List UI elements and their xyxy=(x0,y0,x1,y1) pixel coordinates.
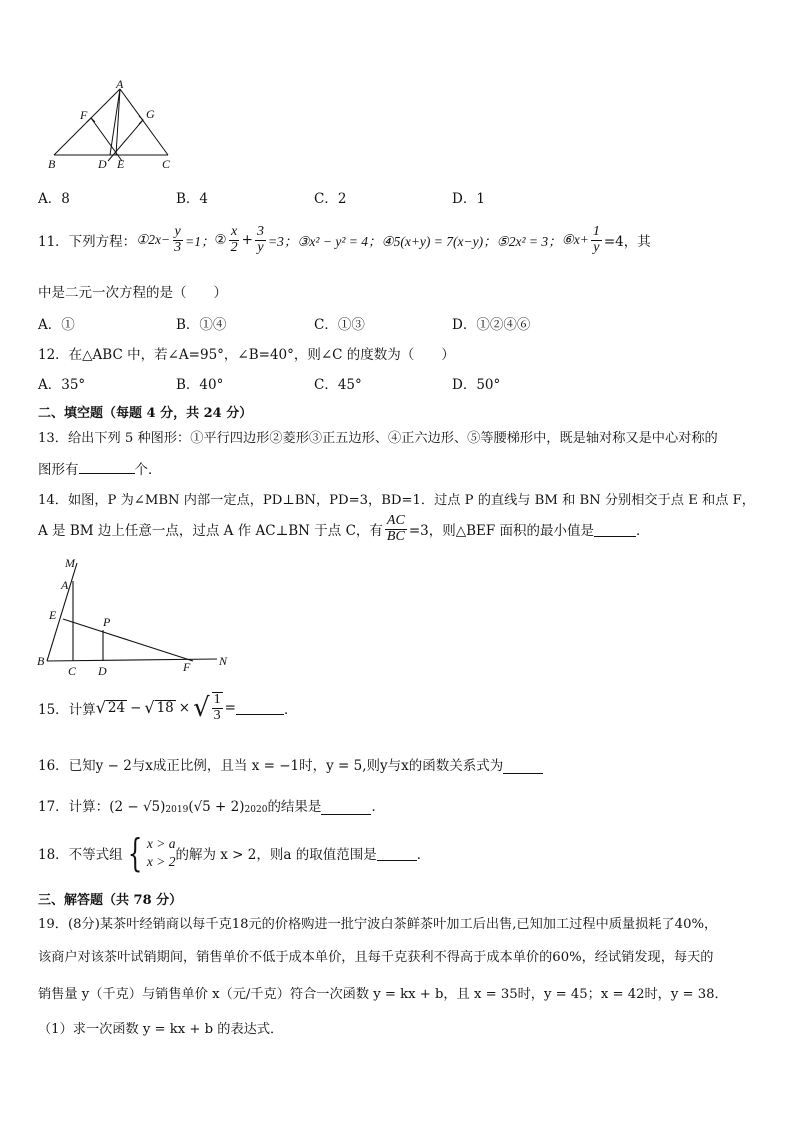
triangle-figure-q10 xyxy=(40,78,190,170)
q11-eq6-frac: $\frac{1}{y}$ xyxy=(592,224,600,255)
q11-option-d: D．①②④⑥ xyxy=(452,317,531,333)
q10-option-b: B．4 xyxy=(176,191,209,207)
q11-eq2-b: =3； xyxy=(267,234,298,250)
q11-option-c: C．①③ xyxy=(314,317,365,333)
q13-answer-blank[interactable] xyxy=(79,459,135,474)
fig14-label-b: B xyxy=(37,654,45,668)
q11-eq4: ④5(x+y) = 7(x−y)； xyxy=(381,234,497,250)
question-15: 15．计算 √ 24 − √ 18 × √ $\frac{1}{3}$ = ． xyxy=(38,692,298,723)
q11-eq1-b: =1； xyxy=(185,234,215,250)
q14-fraction: $\frac{AC}{BC}$ xyxy=(386,513,405,544)
q15-answer-blank[interactable] xyxy=(236,700,284,715)
q12-option-a: A．35° xyxy=(38,377,86,393)
fig14-label-p: P xyxy=(103,615,111,629)
q15-fraction: $\frac{1}{3}$ xyxy=(213,692,221,723)
question-19-line2: 该商户对该茶叶试销期间，销售单价不低于成本单价，且每千克获利不得高于成本单价的60%，经试销发现，每天的 xyxy=(38,950,714,965)
fig10-label-f: F xyxy=(80,108,88,122)
fig10-label-e: E xyxy=(117,157,125,170)
q18-answer-blank[interactable] xyxy=(377,846,417,861)
question-19-line1: 19．(8分)某茶叶经销商以每千克18元的价格购进一批宁波白茶鲜茶叶加工后出售,已知加工过程中质量损耗了40%， xyxy=(38,917,718,932)
q16-answer-blank[interactable] xyxy=(503,759,543,774)
question-13-line2: 图形有 个． xyxy=(38,458,162,478)
q10-option-a: A．8 xyxy=(38,191,70,207)
question-11 xyxy=(38,225,651,255)
fig10-label-c: C xyxy=(162,157,171,170)
q10-option-c: C．2 xyxy=(314,191,347,207)
question-13-line1: 13．给出下列 5 种图形：①平行四边形②菱形③正五边形、④正六边形、⑤等腰梯形中，既是轴对称又是中心对称的 xyxy=(38,431,718,446)
fig14-label-n: N xyxy=(219,654,228,668)
question-14-line2: A 是 BM 边上任意一点，过点 A 作 AC⊥BN 于点 C，有 $\frac{AC}{BC}$ =3，则△BEF 面积的最小值是 ． xyxy=(38,513,650,544)
q11-eq6-a: ⑥x+ xyxy=(561,232,589,248)
q11-eq5: ⑤2x² = 3； xyxy=(496,234,562,250)
q12-option-d: D．50° xyxy=(452,377,501,393)
q11-eq3: ③x² − y² = 4； xyxy=(297,234,382,250)
fig10-label-a: A xyxy=(116,78,124,91)
q17-answer-blank[interactable] xyxy=(321,800,371,815)
section-solve-title: 三、解答题（共 78 分） xyxy=(38,893,183,908)
question-18: 18．不等式组 { x > a x > 2 的解为 x > 2，则a 的取值范围是 ． xyxy=(38,831,431,875)
q11-eq2-a: ② xyxy=(214,232,227,249)
fig14-label-m: M xyxy=(65,557,75,570)
q12-option-b: B．40° xyxy=(176,377,224,393)
fig14-label-d: D xyxy=(98,664,107,678)
fig10-label-b: B xyxy=(48,157,56,170)
q11-line2: 中是二元一次方程的是（ ） xyxy=(38,285,227,301)
angle-figure-q14 xyxy=(35,557,235,679)
fig14-label-a: A xyxy=(61,578,69,592)
section-fill-in-title: 二、填空题（每题 4 分，共 24 分） xyxy=(38,406,253,421)
q14-answer-blank[interactable] xyxy=(594,522,636,537)
fig10-label-g: G xyxy=(146,107,155,121)
q12-option-c: C．45° xyxy=(314,377,362,393)
q11-lead: 11．下列方程： xyxy=(38,234,137,251)
q11-eq1-a: ①2x− xyxy=(136,232,171,248)
q11-eq2-frac2: $\frac{3}{y}$ xyxy=(256,224,264,255)
question-17: 17．计算： (2 − √5) $_{2019}$ (√5 + 2) $_{2020}$ 的结果是 ． xyxy=(38,799,385,815)
q11-eq2-plus: + xyxy=(241,232,253,249)
fig14-label-c: C xyxy=(68,664,77,678)
question-14-line1: 14．如图，P 为∠MBN 内部一定点，PD⊥BN，PD=3，BD=1．过点 P 的直线与 BM 和 BN 分别相交于点 E 和点 F， xyxy=(38,493,755,508)
question-16: 16．已知y − 2与x成正比例，且当 x = −1时，y = 5,则y与x的函数关系式为 xyxy=(38,754,543,774)
fig14-label-f: F xyxy=(183,660,191,674)
q11-option-b: B．①④ xyxy=(176,317,227,333)
q11-eq2-frac1: $\frac{x}{2}$ xyxy=(230,224,238,255)
q10-option-d: D．1 xyxy=(452,191,485,207)
q11-option-a: A．① xyxy=(38,317,75,333)
question-12: 12．在△ABC 中，若∠A=95°，∠B=40°，则∠C 的度数为（ ） xyxy=(38,347,455,363)
q15-radicand-1: 24 xyxy=(107,699,126,716)
q18-inequality-system: { x > a x > 2 xyxy=(127,831,176,875)
question-19-part1: （1）求一次函数 y = kx + b 的表达式． xyxy=(38,1022,284,1037)
q11-eq1-frac: $\frac{y}{3}$ xyxy=(174,224,182,255)
question-19-line3: 销售量 y（千克）与销售单价 x（元/千克）符合一次函数 y = kx + b，且 x = 35时，y = 45；x = 42时，y = 38． xyxy=(38,987,728,1002)
fig10-label-d: D xyxy=(98,157,107,170)
fig14-label-e: E xyxy=(49,608,57,622)
q15-radicand-2: 18 xyxy=(156,699,174,716)
q11-eq6-b: =4，其 xyxy=(603,234,651,251)
